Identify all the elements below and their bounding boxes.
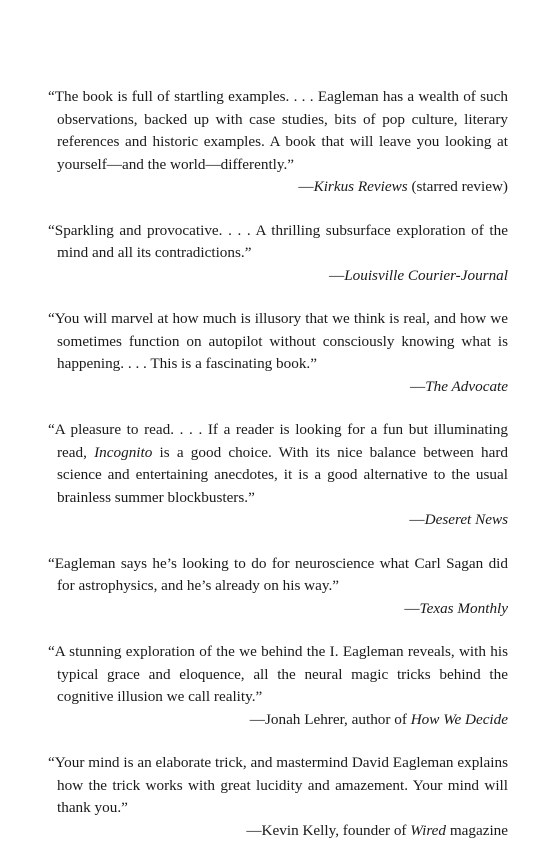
review-blurb: [48, 86, 508, 199]
review-attribution: [48, 376, 508, 399]
praise-page: [48, 86, 508, 863]
source-name: Louisville Courier-Journal: [344, 266, 508, 284]
attribution-prefix: —: [298, 178, 314, 195]
quote-text: is a good choice. With its nice balance between hard science and entertaining anecdotes, it is a good alternative to the usual brainless summer blockbusters.”: [57, 443, 508, 506]
attribution-prefix: —Kevin Kelly, founder of: [246, 821, 411, 839]
source-name: Wired: [410, 821, 447, 839]
review-quote: “The book is full of startling examples. . . . Eagleman has a wealth of such observations, backed up with case studies, bits of pop culture, literary references and historic examples. A book that will leave you looking at yourself—and the world—differently.”: [48, 88, 508, 173]
review-quote: “You will marvel at how much is illusory that we think is real, and how we sometimes function on autopilot without consciously knowing what is happening. . . . This is a fascinating book.”: [48, 310, 508, 372]
review-attribution: [48, 509, 508, 532]
review-blurb: [48, 419, 508, 532]
attribution-prefix: —: [410, 377, 426, 395]
attribution-prefix: —: [329, 266, 345, 284]
review-attribution: [48, 265, 508, 288]
attribution-prefix: —Jonah Lehrer, author of: [249, 710, 411, 728]
attribution-prefix: —: [409, 511, 425, 528]
review-quote: “Your mind is an elaborate trick, and mastermind David Eagleman explains how the trick works with great lucidity and amazement. Your mind will thank you.”: [48, 754, 508, 816]
source-name: The Advocate: [425, 377, 508, 395]
review-blurb: [48, 553, 508, 621]
review-quote: “Eagleman says he’s looking to do for neuroscience what Carl Sagan did for astrophysics, and he’s already on his way.”: [48, 554, 508, 594]
attribution-suffix: magazine: [446, 821, 508, 839]
source-name: How We Decide: [410, 710, 508, 728]
review-quote: [48, 419, 508, 509]
source-name: Deseret News: [424, 511, 508, 528]
review-quote: “Sparkling and provocative. . . . A thrilling subsurface exploration of the mind and all its contradictions.”: [48, 221, 508, 261]
attribution-suffix: (starred review): [407, 178, 508, 195]
review-blurb: [48, 641, 508, 731]
review-blurb: [48, 220, 508, 288]
review-attribution: [48, 820, 508, 843]
review-quote: “A stunning exploration of the we behind the I. Eagleman reveals, with his typical grace and eloquence, all the neural magic tricks behind the cognitive illusion we call reality.”: [48, 643, 508, 705]
review-attribution: [48, 709, 508, 732]
book-title: Incognito: [94, 443, 153, 461]
source-name: Kirkus Reviews: [313, 178, 408, 195]
review-attribution: [48, 598, 508, 621]
quote-text: “A pleasure to read. . . . If a reader is looking for a fun but illuminating read,: [48, 421, 508, 461]
review-blurb: [48, 308, 508, 398]
review-blurb: [48, 752, 508, 842]
review-attribution: [48, 176, 508, 199]
source-name: Texas Monthly: [419, 599, 508, 617]
attribution-prefix: —: [404, 599, 420, 617]
